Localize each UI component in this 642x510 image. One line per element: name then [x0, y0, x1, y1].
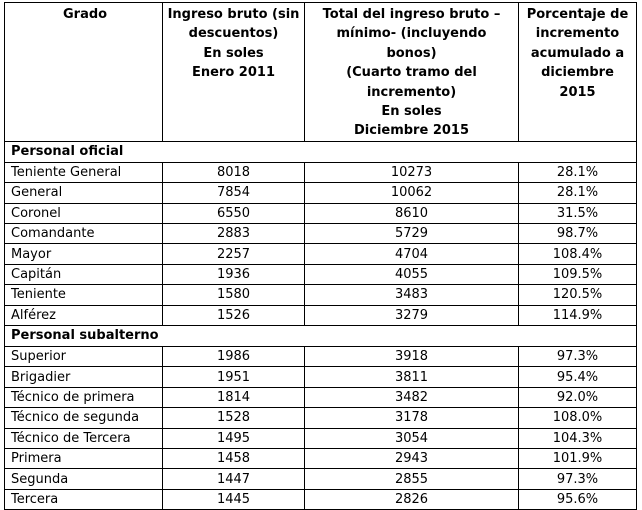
table-row [5, 224, 637, 244]
cell-porcentaje: 101.9% [519, 448, 637, 468]
cell-total: 8610 [305, 203, 519, 223]
salary-table [4, 2, 637, 510]
table-row [5, 469, 637, 489]
table-row [5, 183, 637, 203]
header-total [305, 3, 519, 142]
header-total-line: bonos) [386, 45, 437, 61]
cell-grado: Segunda [5, 469, 163, 489]
cell-total: 10273 [305, 162, 519, 182]
table-row [5, 428, 637, 448]
header-row [5, 3, 637, 142]
cell-ingreso: 1580 [163, 285, 305, 305]
cell-ingreso: 2257 [163, 244, 305, 264]
cell-porcentaje: 97.3% [519, 346, 637, 366]
cell-porcentaje: 104.3% [519, 428, 637, 448]
header-grado: Grado [5, 3, 163, 142]
header-total-line: (Cuarto tramo del [346, 65, 477, 81]
cell-total: 10062 [305, 183, 519, 203]
cell-ingreso: 8018 [163, 162, 305, 182]
cell-total: 3482 [305, 387, 519, 407]
section-title: Personal oficial [5, 141, 637, 162]
cell-total: 3178 [305, 408, 519, 428]
header-ingreso [163, 3, 305, 142]
header-porcentaje [519, 3, 637, 142]
cell-total: 3483 [305, 285, 519, 305]
header-total-line: En soles [381, 104, 442, 120]
cell-ingreso: 1986 [163, 346, 305, 366]
cell-grado: Tercera [5, 489, 163, 509]
cell-grado: Superior [5, 346, 163, 366]
header-total-line: Total del ingreso bruto – [322, 7, 501, 22]
cell-ingreso: 1936 [163, 264, 305, 284]
cell-ingreso: 2883 [163, 224, 305, 244]
cell-grado: Comandante [5, 224, 163, 244]
table-row [5, 387, 637, 407]
cell-ingreso: 1458 [163, 448, 305, 468]
section-row [5, 141, 637, 162]
header-ingreso-line: descuentos) [188, 26, 279, 42]
cell-total: 3918 [305, 346, 519, 366]
cell-ingreso: 1951 [163, 367, 305, 387]
cell-ingreso: 1445 [163, 489, 305, 509]
table-row [5, 305, 637, 325]
cell-ingreso: 1526 [163, 305, 305, 325]
table-row [5, 346, 637, 366]
cell-total: 2855 [305, 469, 519, 489]
cell-porcentaje: 97.3% [519, 469, 637, 489]
table-row [5, 203, 637, 223]
cell-grado: Alférez [5, 305, 163, 325]
cell-grado: General [5, 183, 163, 203]
table-row [5, 489, 637, 509]
header-ingreso-line: Enero 2011 [191, 65, 275, 81]
cell-total: 4704 [305, 244, 519, 264]
cell-grado: Mayor [5, 244, 163, 264]
table-row [5, 367, 637, 387]
cell-grado: Teniente General [5, 162, 163, 182]
cell-grado: Primera [5, 448, 163, 468]
cell-porcentaje: 108.0% [519, 408, 637, 428]
cell-ingreso: 6550 [163, 203, 305, 223]
cell-ingreso: 1495 [163, 428, 305, 448]
cell-total: 5729 [305, 224, 519, 244]
cell-total: 4055 [305, 264, 519, 284]
header-total-line: Diciembre 2015 [353, 123, 469, 139]
table-row [5, 285, 637, 305]
cell-ingreso: 1528 [163, 408, 305, 428]
header-ingreso-line: Ingreso bruto (sin [167, 7, 300, 22]
table-row [5, 264, 637, 284]
cell-grado: Técnico de primera [5, 387, 163, 407]
cell-total: 3811 [305, 367, 519, 387]
table-row [5, 408, 637, 428]
cell-total: 2943 [305, 448, 519, 468]
header-porcentaje-line: incremento [535, 26, 620, 42]
cell-porcentaje: 28.1% [519, 162, 637, 182]
section-title: Personal subalterno [5, 325, 637, 346]
cell-porcentaje: 95.4% [519, 367, 637, 387]
cell-porcentaje: 114.9% [519, 305, 637, 325]
header-ingreso-line: En soles [203, 45, 264, 61]
header-porcentaje-line: acumulado a [530, 45, 625, 61]
cell-porcentaje: 92.0% [519, 387, 637, 407]
cell-porcentaje: 28.1% [519, 183, 637, 203]
cell-grado: Capitán [5, 264, 163, 284]
cell-ingreso: 1447 [163, 469, 305, 489]
header-porcentaje-line: diciembre 2015 [541, 65, 614, 100]
cell-grado: Coronel [5, 203, 163, 223]
cell-ingreso: 7854 [163, 183, 305, 203]
cell-total: 3054 [305, 428, 519, 448]
cell-ingreso: 1814 [163, 387, 305, 407]
cell-grado: Técnico de segunda [5, 408, 163, 428]
cell-porcentaje: 120.5% [519, 285, 637, 305]
section-row [5, 325, 637, 346]
header-total-line: mínimo- (incluyendo [336, 26, 487, 42]
cell-porcentaje: 95.6% [519, 489, 637, 509]
table-row [5, 244, 637, 264]
cell-total: 3279 [305, 305, 519, 325]
table-row [5, 448, 637, 468]
cell-porcentaje: 31.5% [519, 203, 637, 223]
cell-porcentaje: 109.5% [519, 264, 637, 284]
cell-porcentaje: 98.7% [519, 224, 637, 244]
cell-grado: Técnico de Tercera [5, 428, 163, 448]
cell-total: 2826 [305, 489, 519, 509]
table-row [5, 162, 637, 182]
cell-grado: Brigadier [5, 367, 163, 387]
cell-porcentaje: 108.4% [519, 244, 637, 264]
header-porcentaje-line: Porcentaje de [526, 7, 629, 22]
table-body [5, 141, 637, 509]
cell-grado: Teniente [5, 285, 163, 305]
header-total-line: incremento) [366, 84, 457, 100]
